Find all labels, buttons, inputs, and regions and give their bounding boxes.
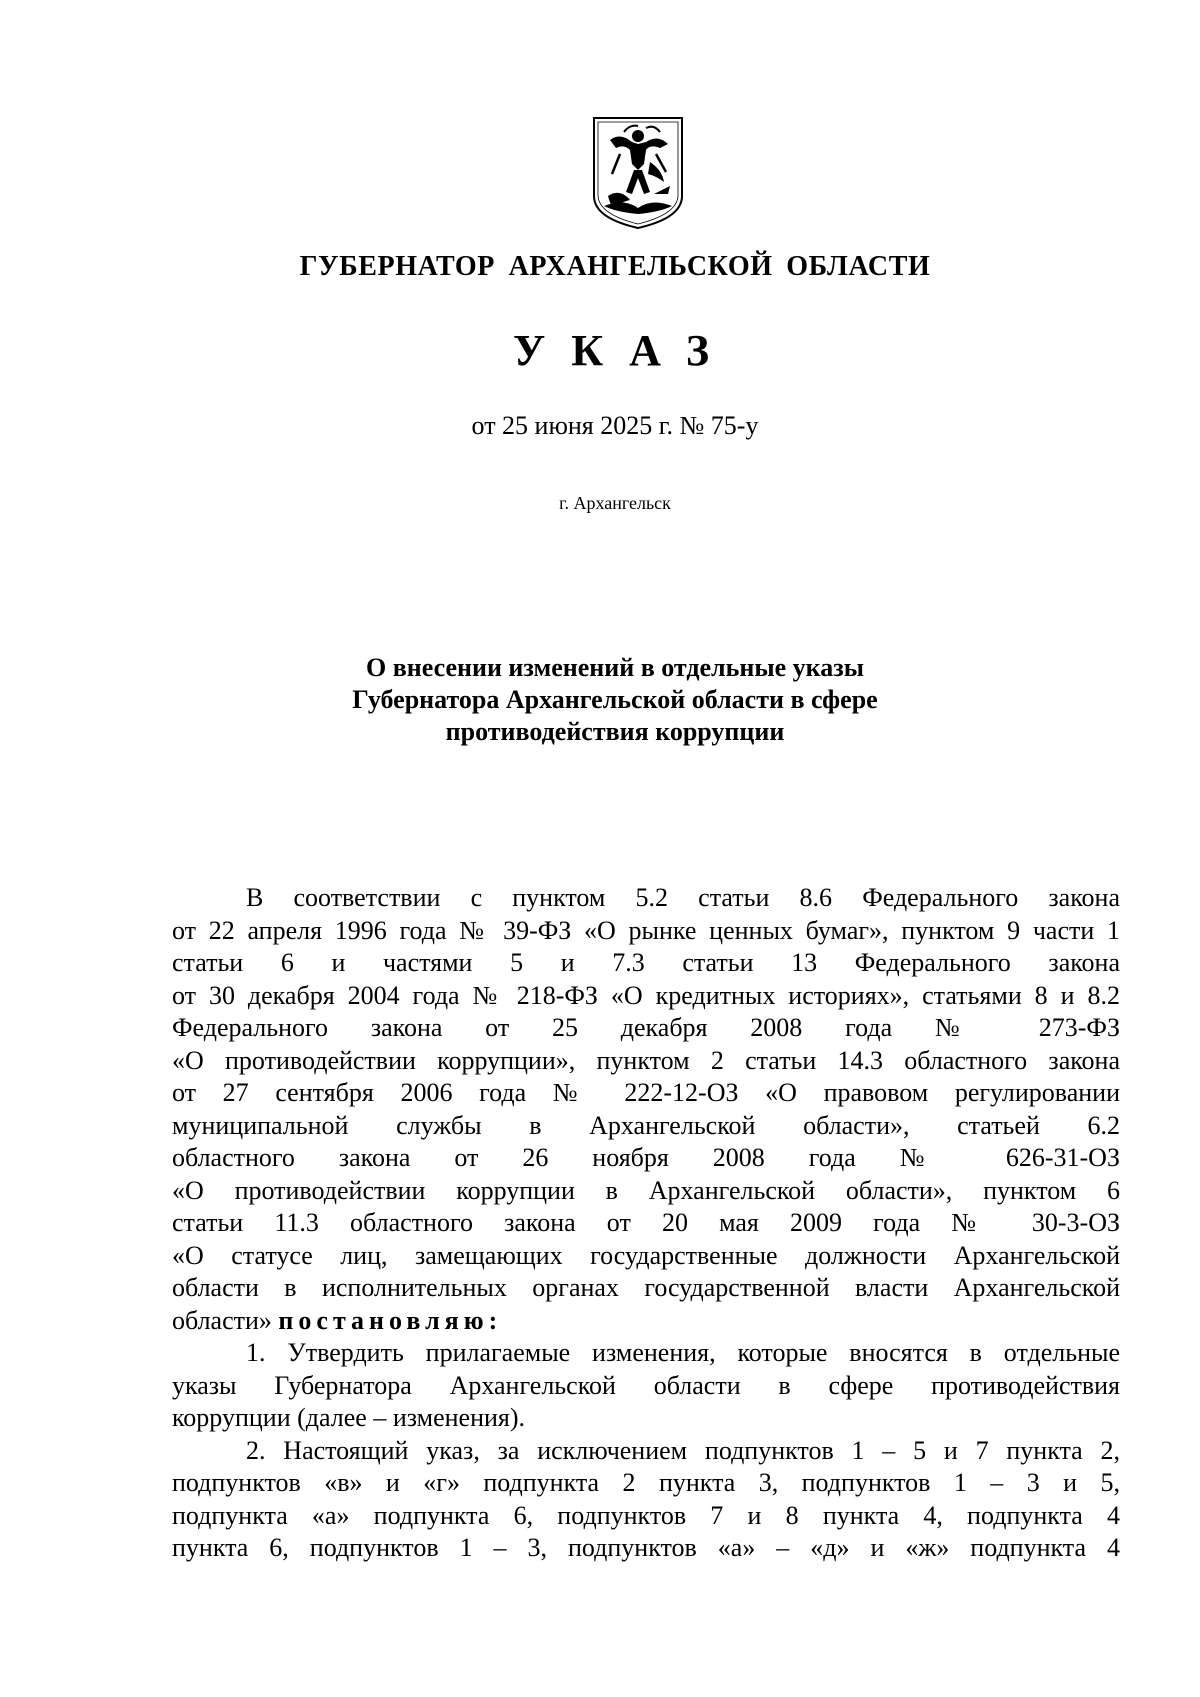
preamble-final-line <box>172 1305 1120 1338</box>
document-date-number: от 25 июня 2025 г. № 75-у <box>471 411 759 440</box>
item-2-line: подпункта «а» подпункта 6, подпунктов 7 и 8 пункта 4, подпункта 4 <box>172 1500 1120 1530</box>
preamble-line: областного закона от 26 ноября 2008 года № 626-31-ОЗ <box>172 1143 1120 1172</box>
coat-of-arms-icon <box>590 114 686 232</box>
preamble-line: от 30 декабря 2004 года № 218-ФЗ «О кредитных историях», статьями 8 и 8.2 <box>172 980 1120 1010</box>
document-type: УКАЗ <box>512 326 736 375</box>
document-title <box>30 652 1200 748</box>
preamble-line: статьи 6 и частями 5 и 7.3 статьи 13 Федерального закона <box>172 948 1120 977</box>
document-city: г. Архангельск <box>559 493 671 513</box>
decree-word: постановляю <box>278 1305 489 1335</box>
title-line: противодействия коррупции <box>445 717 785 746</box>
decree-colon: : <box>488 1305 498 1335</box>
document-body <box>172 882 1120 1565</box>
item-2-line: 2. Настоящий указ, за исключением подпунктов 1 – 5 и 7 пункта 2, <box>246 1435 1120 1465</box>
preamble-line: «О противодействии коррупции в Архангельской области», пунктом 6 <box>172 1175 1120 1205</box>
preamble-line: муниципальной службы в Архангельской области», статьей 6.2 <box>172 1110 1120 1140</box>
item-1-line: указы Губернатора Архангельской области в сфере противодействия <box>172 1370 1120 1400</box>
item-2-line: пункта 6, подпунктов 1 – 3, подпунктов «а» – «д» и «ж» подпункта 4 <box>172 1533 1120 1562</box>
preamble-line: от 22 апреля 1996 года № 39-ФЗ «О рынке ценных бумаг», пунктом 9 части 1 <box>172 915 1120 945</box>
item-2-line: подпунктов «в» и «г» подпункта 2 пункта 3, подпунктов 1 – 3 и 5, <box>172 1468 1120 1497</box>
title-line: О внесении изменений в отдельные указы <box>365 653 865 682</box>
preamble-line: области в исполнительных органах государственной власти Архангельской <box>172 1273 1120 1302</box>
item-1-line: коррупции (далее – изменения). <box>172 1403 526 1432</box>
authority-title: ГУБЕРНАТОР АРХАНГЕЛЬСКОЙ ОБЛАСТИ <box>299 251 931 282</box>
preamble-end: области» <box>172 1305 272 1335</box>
preamble-line: статьи 11.3 областного закона от 20 мая 2009 года № 30-3-ОЗ <box>172 1208 1120 1237</box>
preamble-line: от 27 сентября 2006 года № 222-12-ОЗ «О правовом регулировании <box>172 1078 1120 1107</box>
preamble-line: В соответствии с пунктом 5.2 статьи 8.6 Федерального закона <box>246 883 1120 912</box>
preamble-line: Федерального закона от 25 декабря 2008 года № 273-ФЗ <box>172 1013 1120 1042</box>
title-line: Губернатора Архангельской области в сфере <box>352 685 878 714</box>
preamble-line: «О противодействии коррупции», пунктом 2 статьи 14.3 областного закона <box>172 1045 1120 1075</box>
preamble-line: «О статусе лиц, замещающих государственные должности Архангельской <box>172 1240 1120 1270</box>
item-1-line: 1. Утвердить прилагаемые изменения, которые вносятся в отдельные <box>246 1338 1120 1367</box>
